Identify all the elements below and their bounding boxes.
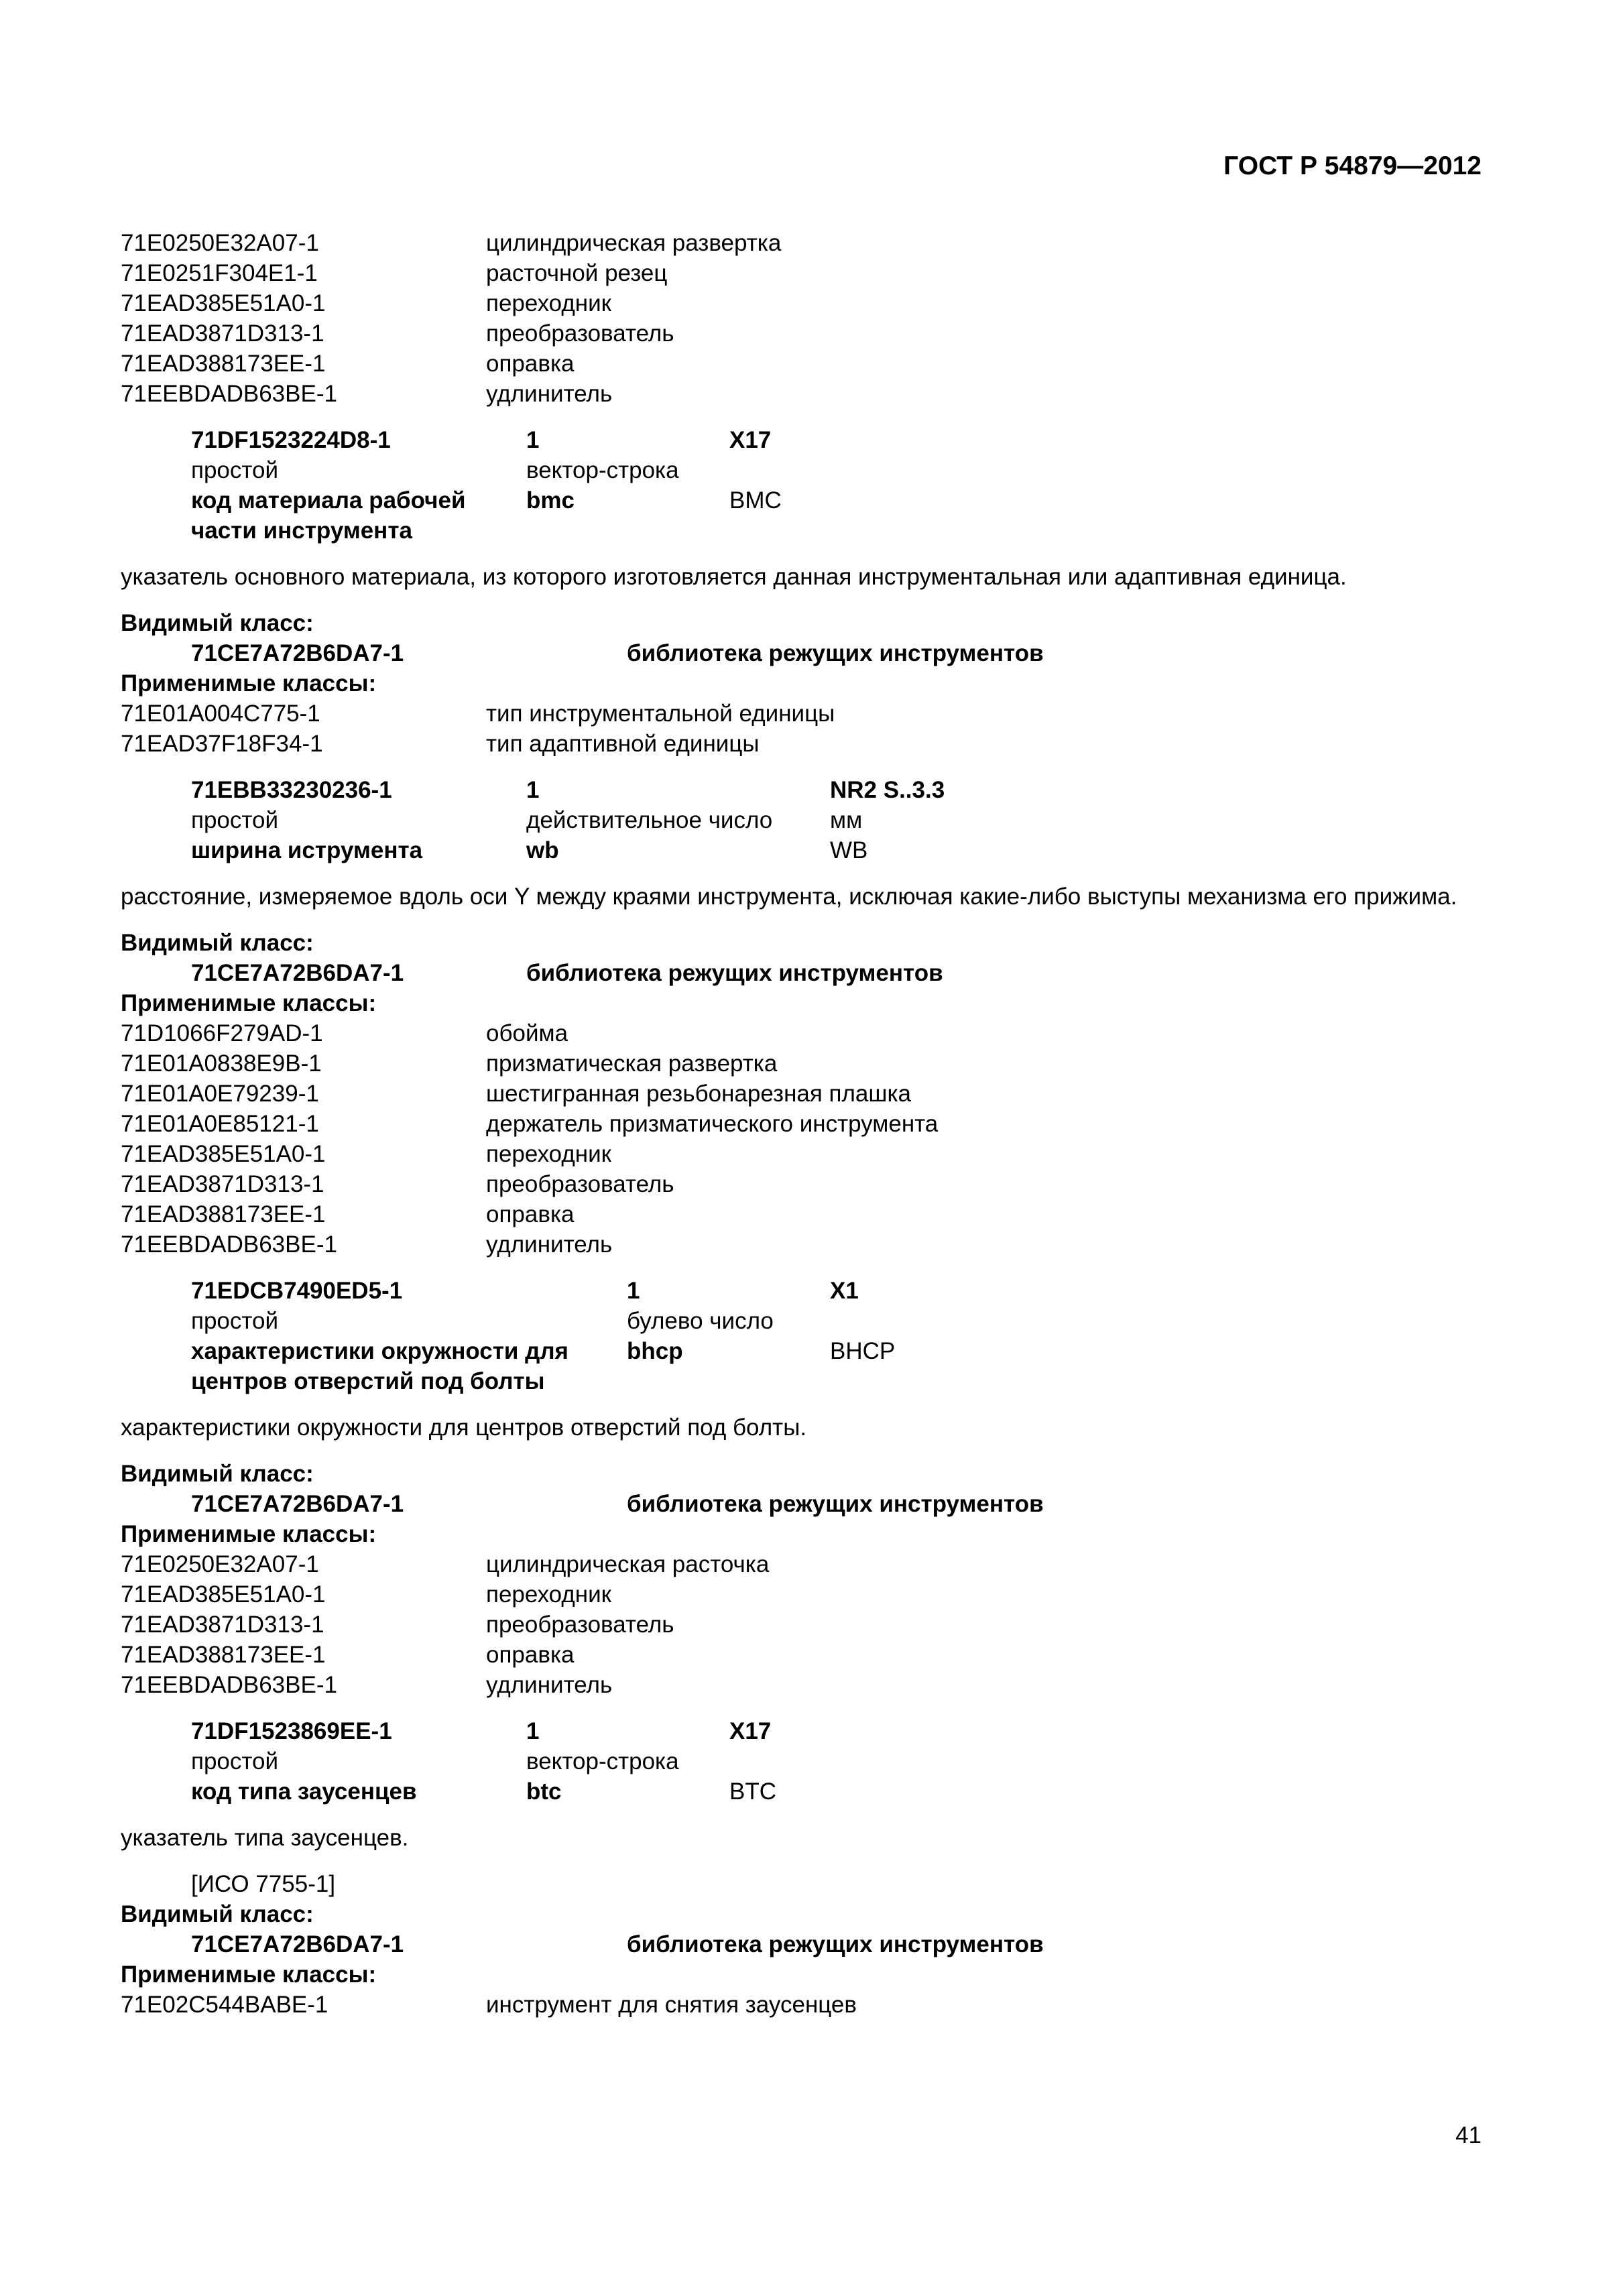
class-row: 71D1066F279AD-1 обойма <box>121 1020 568 1046</box>
class-row: 71E01A004C775-1 тип инструментальной единицы <box>121 701 835 727</box>
property-id: 71EBB33230236-1 <box>191 777 392 803</box>
applicable-classes-label: Применимые классы: <box>121 670 377 697</box>
class-row: 71EEBDADB63BE-1 удлинитель <box>121 1672 613 1698</box>
property-name: код материала рабочей <box>191 487 466 513</box>
class-row: 71E01A0838E9B-1 призматическая развертка <box>121 1050 778 1077</box>
visible-class-label: Видимый класс: <box>121 610 314 636</box>
class-row: 71EEBDADB63BE-1 удлинитель <box>121 1231 613 1258</box>
class-row: 71EAD3871D313-1 преобразователь <box>121 320 674 347</box>
property-header-bhcp: 71EDCB7490ED5-1 1 X1 простой булево число характеристики окружности для bhcp BHCP центров отверстий под болты <box>121 1276 1482 1396</box>
class-row: 71E01A0E79239-1 шестигранная резьбонарезная плашка <box>121 1081 912 1107</box>
class-row: 71EAD385E51A0-1 переходник <box>121 1581 611 1608</box>
class-row: 71E0251F304E1-1 расточной резец <box>121 260 668 286</box>
property-id: 71DF1523224D8-1 <box>191 427 391 453</box>
visible-class-label: Видимый класс: <box>121 1901 314 1927</box>
class-row: 71EAD385E51A0-1 переходник <box>121 1141 611 1167</box>
applicable-classes-label: Применимые классы: <box>121 990 377 1016</box>
visible-class-label: Видимый класс: <box>121 1461 314 1487</box>
applicable-classes-label: Применимые классы: <box>121 1521 377 1547</box>
class-row: 71EAD388173EE-1 оправка <box>121 351 575 377</box>
class-row: 71E01A0E85121-1 держатель призматического инструмента <box>121 1111 939 1137</box>
document-body: 71E0250E32A07-1 цилиндрическая развертка 71E0251F304E1-1 расточной резец 71EAD385E51A0-1 переходник 71EAD3871D313-1 преобразователь 71EAD388173EE-1 оправка 71EEBDADB63BE-1 удлинитель 71DF1523224D8-1 1 X17 простой вектор-строка код материала рабочей bmc BMC части инструмента указатель основного материала, из которого изготовляется данная инструментальная или адаптивная единица. Видимый класс: 71CE7A72B6DA7-1 библиотека режущих инструментов Применимые классы: 71E01A004C775-1 тип инструментальной единицы 71EAD37F18F34-1 тип адаптивной единицы 71EBB33230236-1 1 NR2 S..3.3 простой действительное число мм ширина иструмента wb WB расстояние, измеряемое вдоль оси Y между краями инструмента, исключая какие-либо выступы механизма его прижима. Видимый класс: 71CE7A72B6DA7-1 библиотека режущих инструментов Применимые классы: 71D1066F279AD-1 обойма 71E01A0838E9B-1 призматическая развертка 71E01A0E79239-1 шестигранная резьбонарезная плашка 71E01A0E85121-1 держатель призматического инструмента 71EAD385E51A0-1 переходник 71EAD3871D313-1 преобразователь 71EAD388173EE-1 оправка 71EEBDADB63BE-1 удлинитель 71EDCB7490ED5-1 1 X1 простой булево число характеристики окружности для bhcp BHCP центров отверстий под болты характеристики окружности для центров отверстий под болты. Видимый класс: 71CE7A72B6DA7-1 библиотека режущих инструментов Применимые классы: 71E0250E32A07-1 цилиндрическая расточка 71EAD385E51A0-1 переходник 71EAD3871D313-1 преобразователь 71EAD388173EE-1 оправка 71EEBDADB63BE-1 удлинитель 71DF1523869EE-1 1 X17 простой вектор-строка код типа заусенцев btc BTC указатель типа заусенцев. [ИСО 7755-1] Видимый класс: 71CE7A72B6DA7-1 библиотека режущих инструментов Применимые классы: 71E02C544BABE-1 инструмент для снятия заусенцев <box>121 0 1482 2020</box>
property-name: ширина иструмента <box>191 837 423 863</box>
property-id: 71DF1523869EE-1 <box>191 1718 392 1744</box>
class-row: 71EAD385E51A0-1 переходник <box>121 290 611 316</box>
class-row: 71EAD3871D313-1 преобразователь <box>121 1612 674 1638</box>
property-description: характеристики окружности для центров отверстий под болты. <box>121 1414 807 1441</box>
property-description: расстояние, измеряемое вдоль оси Y между краями инструмента, исключая какие-либо выступы механизма его прижима. <box>121 884 1457 910</box>
applicable-classes-label: Применимые классы: <box>121 1961 377 1988</box>
reference: [ИСО 7755-1] <box>191 1871 336 1897</box>
class-list-continued <box>121 228 1482 409</box>
class-row: 71EAD388173EE-1 оправка <box>121 1642 575 1668</box>
property-name: характеристики окружности для <box>191 1338 568 1364</box>
class-row: 71E0250E32A07-1 цилиндрическая расточка <box>121 1551 770 1577</box>
document-header: ГОСТ Р 54879—2012 <box>1223 152 1482 180</box>
class-row: 71EAD388173EE-1 оправка <box>121 1201 575 1227</box>
property-header-wb: 71EBB33230236-1 1 NR2 S..3.3 простой действительное число мм ширина иструмента wb WB <box>121 775 1482 865</box>
class-row: 71EAD3871D313-1 преобразователь <box>121 1171 674 1197</box>
property-header-btc: 71DF1523869EE-1 1 X17 простой вектор-строка код типа заусенцев btc BTC <box>121 1716 1482 1807</box>
property-header-bmc: 71DF1523224D8-1 1 X17 простой вектор-строка код материала рабочей bmc BMC части инструмента <box>121 425 1482 546</box>
property-description: указатель типа заусенцев. <box>121 1825 409 1851</box>
class-row: 71E02C544BABE-1 инструмент для снятия заусенцев <box>121 1992 857 2018</box>
class-row: 71EAD37F18F34-1 тип адаптивной единицы <box>121 731 760 757</box>
class-row: 71E0250E32A07-1 цилиндрическая развертка <box>121 230 782 256</box>
page-number: 41 <box>1455 2122 1482 2149</box>
class-row: 71EEBDADB63BE-1 удлинитель <box>121 381 613 407</box>
property-name: код типа заусенцев <box>191 1778 417 1805</box>
visible-class-label: Видимый класс: <box>121 930 314 956</box>
property-id: 71EDCB7490ED5-1 <box>191 1278 403 1304</box>
property-description: указатель основного материала, из которого изготовляется данная инструментальная или адаптивная единица. <box>121 564 1347 590</box>
